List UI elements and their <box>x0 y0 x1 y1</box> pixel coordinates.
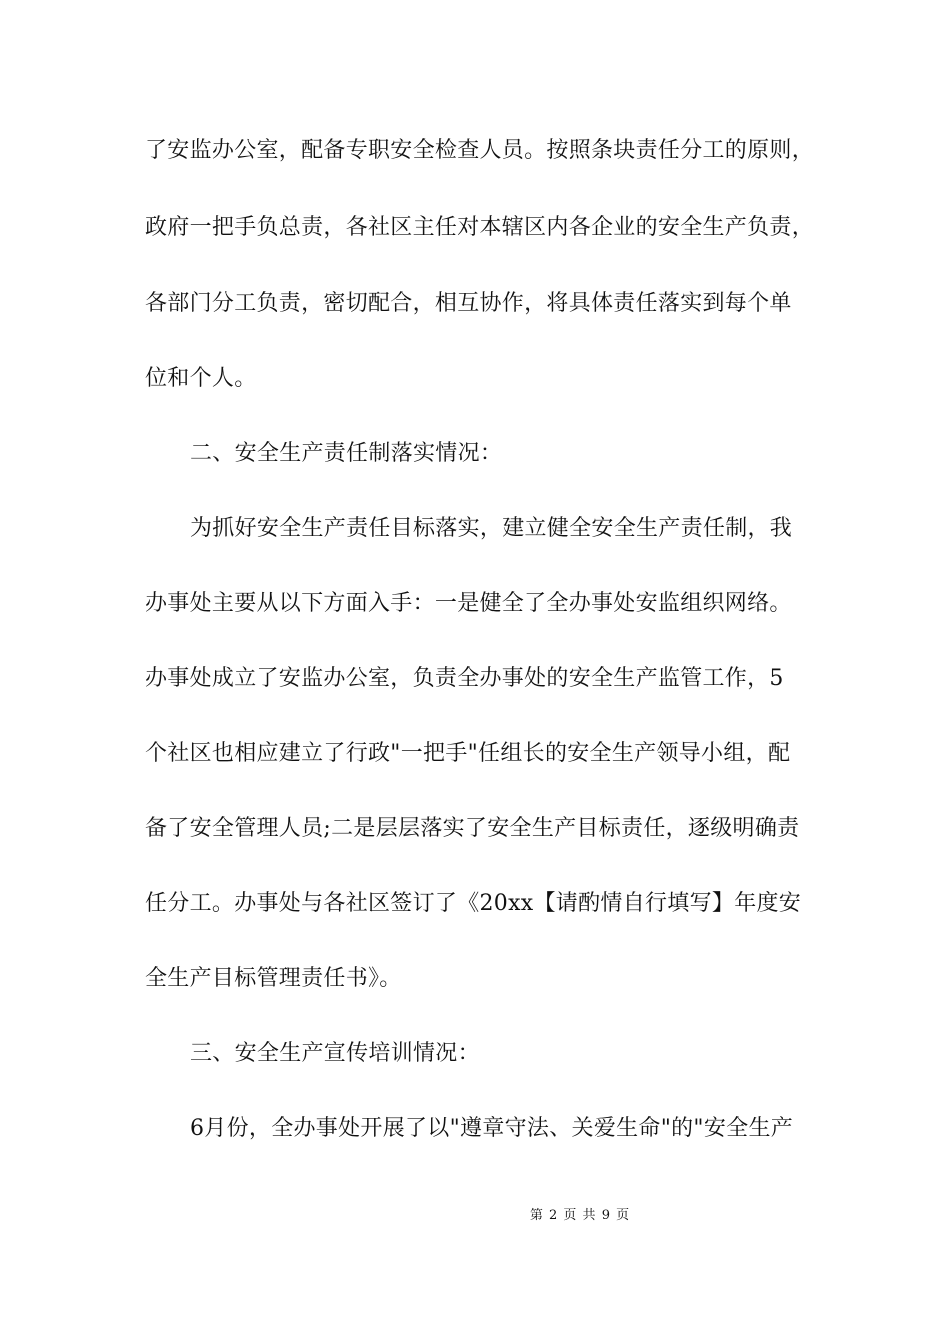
paragraph-start-line: 为抓好安全生产责任目标落实，建立健全安全生产责任制，我 <box>190 516 793 541</box>
body-line-7: 办事处主要从以下方面入手：一是健全了全办事处安监组织网络。 <box>145 591 792 616</box>
body-line-3: 各部门分工负责，密切配合，相互协作，将具体责任落实到每个单 <box>145 291 792 316</box>
body-line-4: 位和个人。 <box>145 366 257 391</box>
body-line-2: 政府一把手负总责，各社区主任对本辖区内各企业的安全生产负责， <box>145 215 815 240</box>
section-heading-2: 二、安全生产责任制落实情况： <box>190 441 503 466</box>
page-number-footer: 第 2 页 共 9 页 <box>529 1208 631 1223</box>
body-line-1: 了安监办公室，配备专职安全检查人员。按照条块责任分工的原则， <box>145 138 815 163</box>
body-line-8: 办事处成立了安监办公室，负责全办事处的安全生产监管工作，5 <box>145 666 784 691</box>
body-line-9: 个社区也相应建立了行政"一把手"任组长的安全生产领导小组，配 <box>145 741 791 766</box>
body-line-11: 任分工。办事处与各社区签订了《20xx【请酌情自行填写】年度安 <box>145 891 802 916</box>
body-line-10: 备了安全管理人员;二是层层落实了安全生产目标责任，逐级明确责 <box>145 816 800 841</box>
paragraph-start-line-2: 6月份，全办事处开展了以"遵章守法、关爱生命"的"安全生产 <box>190 1116 794 1141</box>
section-heading-3: 三、安全生产宣传培训情况： <box>190 1041 480 1066</box>
body-line-12: 全生产目标管理责任书》。 <box>145 966 402 991</box>
